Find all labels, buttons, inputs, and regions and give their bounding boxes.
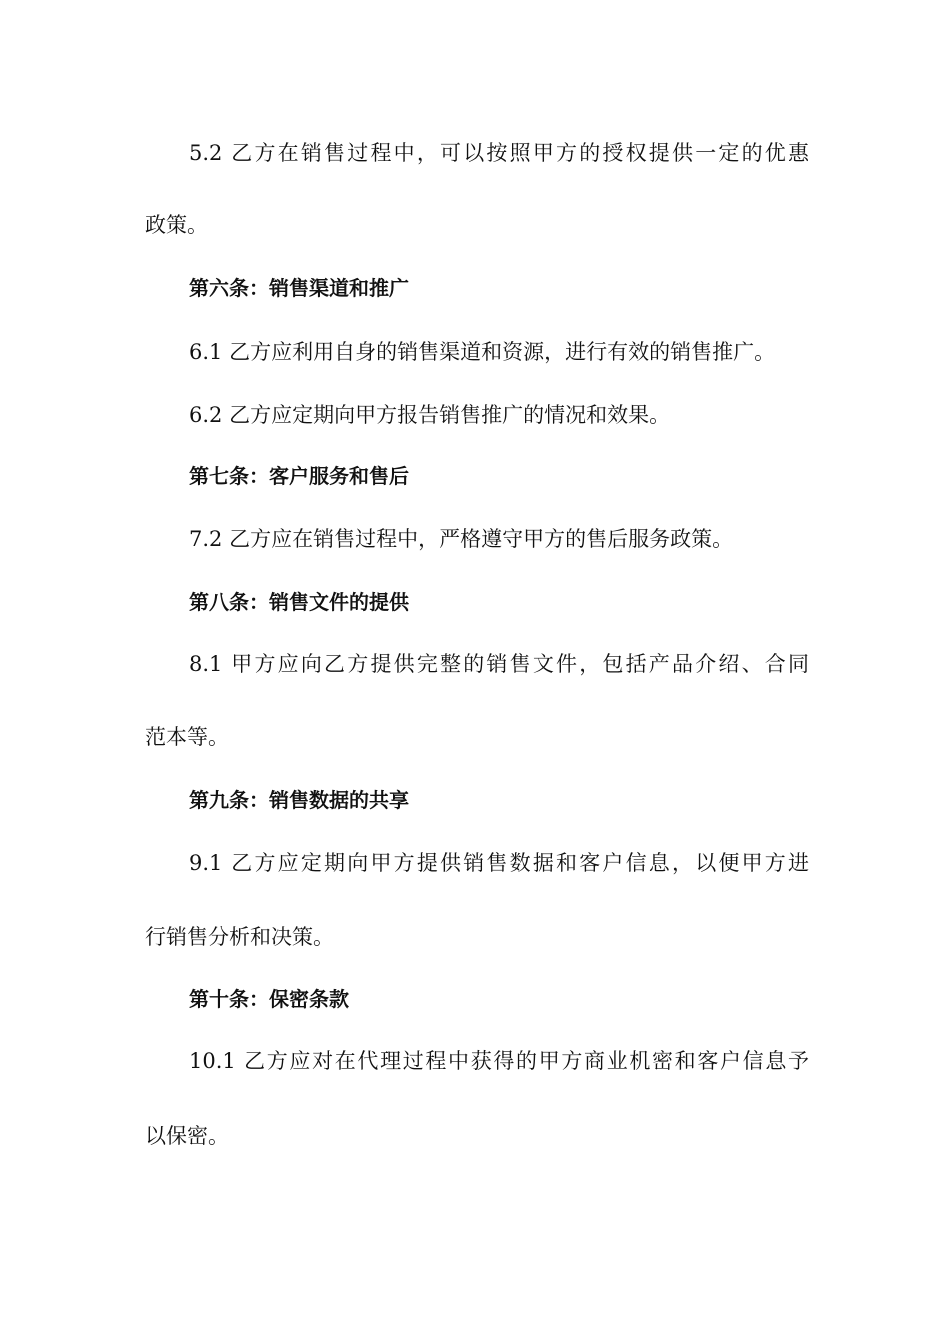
- paragraph-10-1-line-1: 10.1 乙方应对在代理过程中获得的甲方商业机密和客户信息予: [189, 1049, 809, 1073]
- paragraph-8-1-line-1: 8.1 甲方应向乙方提供完整的销售文件，包括产品介绍、合同: [189, 652, 809, 676]
- heading-article-6: 第六条：销售渠道和推广: [189, 276, 409, 300]
- paragraph-7-2: 7.2 乙方应在销售过程中，严格遵守甲方的售后服务政策。: [189, 527, 734, 551]
- paragraph-5-2-line-1: 5.2 乙方在销售过程中，可以按照甲方的授权提供一定的优惠: [189, 141, 809, 165]
- heading-article-7: 第七条：客户服务和售后: [189, 464, 409, 488]
- paragraph-8-1-line-2: 范本等。: [145, 725, 229, 749]
- paragraph-10-1-line-2: 以保密。: [145, 1124, 229, 1148]
- heading-article-8: 第八条：销售文件的提供: [189, 590, 409, 614]
- paragraph-9-1-line-1: 9.1 乙方应定期向甲方提供销售数据和客户信息，以便甲方进: [189, 851, 809, 875]
- paragraph-6-1: 6.1 乙方应利用自身的销售渠道和资源，进行有效的销售推广。: [189, 340, 776, 364]
- paragraph-9-1-line-2: 行销售分析和决策。: [145, 925, 334, 949]
- paragraph-5-2-line-2: 政策。: [145, 213, 208, 237]
- paragraph-6-2: 6.2 乙方应定期向甲方报告销售推广的情况和效果。: [189, 403, 671, 427]
- heading-article-10: 第十条：保密条款: [189, 987, 349, 1011]
- heading-article-9: 第九条：销售数据的共享: [189, 788, 409, 812]
